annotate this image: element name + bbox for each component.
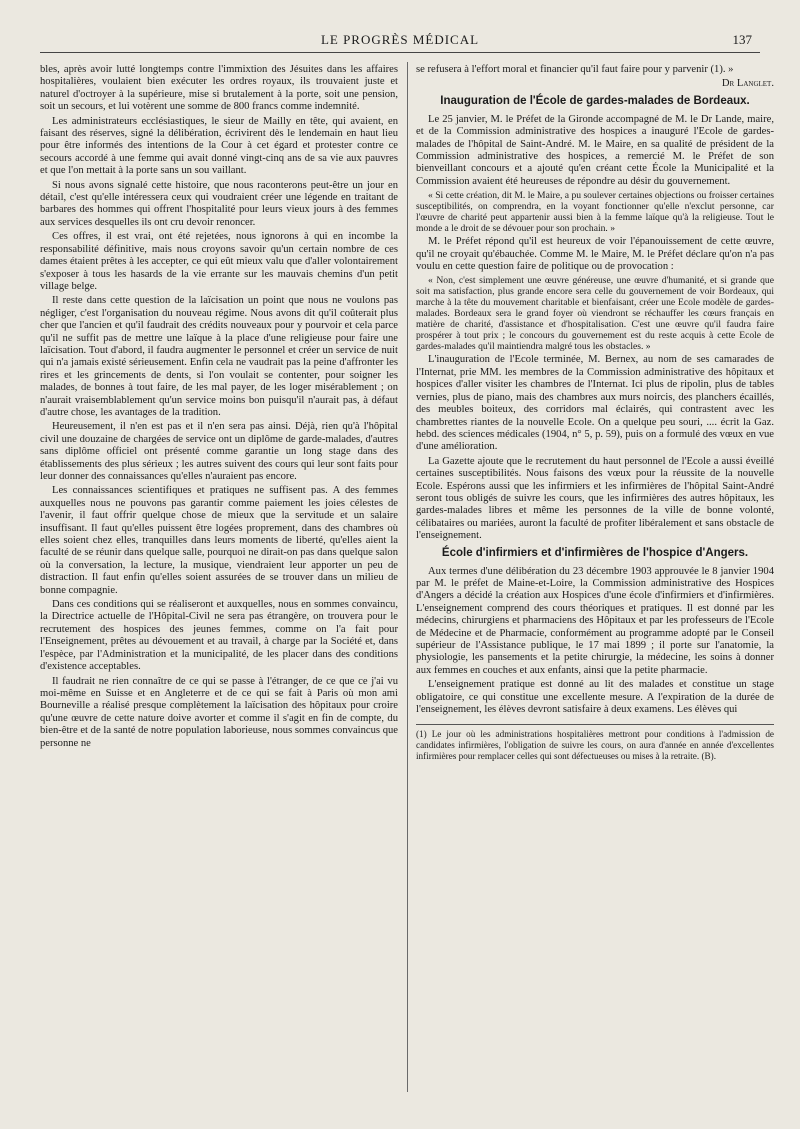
- paragraph: Ces offres, il est vrai, ont été rejetées, nous ignorons à qui en incombe la responsabilité définitive, mais nous croyons savoir qu'un certain nombre de ces dames étaient prêtes à les accepter, ce qui eût mieux valu que d'aller volontairement s'exposer à tous les hasards de la vie errante sur les mauvais chemins d'un petit village belge.: [40, 231, 398, 292]
- page-header: [40, 30, 760, 53]
- paragraph: Il faudrait ne rien connaître de ce qui se passe à l'étranger, de ce que ce j'ai vu moi-même en Suisse et en Angleterre et de ce qui se fait à Paris où mon ami Bourneville a réalisé presque complètement la laïcisation des hôpitaux pour croire qu'une œuvre de cette nature doive avorter et comme il s'agit en fin de compte, du bien-être et de la santé de notre population laborieuse, nous sommes convaincus que personne ne: [40, 675, 398, 749]
- quotation: « Si cette création, dit M. le Maire, a pu soulever certaines objections ou froisser certaines susceptibilités, on comprendra, en la voyant fonctionner qu'elle n'exclut personne, car l'œuvre de charité peut appartenir aussi bien à la femme laïque qu'à la religieuse. Tout le monde a le droit de se dévouer pour son prochain. »: [416, 190, 774, 235]
- paragraph: bles, après avoir lutté longtemps contre l'immixtion des Jésuites dans les affaires hospitalières, voulaient bien exécuter les ordres royaux, ils trouvaient juste et naturel d'octroyer à la supérieure, mise si brutalement à la porte, soit une pension, soit un secours, et lui votèrent une somme de 800 francs comme indemnité.: [40, 64, 398, 113]
- footnote: (1) Le jour où les administrations hospitalières mettront pour conditions à l'admission de candidates infirmières, l'obligation de suivre les cours, on aura d'année en année d'excellentes infirmières pour remplacer celles qui sont défectueuses ou mises à la retraite. (B).: [416, 724, 774, 761]
- paragraph: Les administrateurs ecclésiastiques, le sieur de Mailly en tête, qui avaient, en faisant des réserves, signé la délibération, écrivirent dès le lendemain en haut lieu pour être informés des intentions de la Cour à cet égard et protester contre ce secours accordé à une femme qui avait donné vingt-cinq ans de sa vie aux pauvres et que l'on mettait à la porte sans un sou vaillant.: [40, 115, 398, 177]
- paragraph: Si nous avons signalé cette histoire, que nous raconterons peut-être un jour en détail, c'est qu'elle intéressera ceux qui voudraient créer une légende en traitant de barbares des hommes qui offrent l'hospitalité pour leurs vieux jours à des femmes aux services desquelles ils ont cru devoir renoncer.: [40, 179, 398, 228]
- running-title: LE PROGRÈS MÉDICAL: [320, 32, 480, 47]
- column-divider: [407, 62, 408, 1092]
- paragraph: Dans ces conditions qui se réaliseront et auxquelles, nous en sommes convaincu, la Directrice actuelle de l'Hôpital-Civil ne sera pas étrangère, on trouvera pour le recrutement des hospices des jeunes femmes, comme on l'a fait pour l'Enseignement, prêtes au dévouement et au travail, à charge par la Société et, dans l'espèce, par l'Administration et la municipalité, de les placer dans des conditions d'existence acceptables.: [40, 599, 398, 673]
- paragraph: Heureusement, il n'en est pas et il n'en sera pas ainsi. Déjà, rien qu'à l'hôpital civil une douzaine de chargées de service ont un diplôme de garde-malades, d'autres sans diplôme officiel ont présenté comme garantie un long stage dans des établissements des plus sérieux ; les autres suivent des cours qui leur sont faits pour leur donner des connaissances qu'elles n'auraient pas encore.: [40, 421, 398, 482]
- quotation: « Non, c'est simplement une œuvre généreuse, une œuvre d'humanité, et si grande que soit ma satisfaction, plus grande encore sera celle du gouvernement de voir Bordeaux, qui marche à la tête du mouvement charitable et bienfaisant, créer une Ecole modèle de gardes-malades. Bordeaux sera le grand foyer où viendront se réchauffer les cœurs français en matière de charité, d'assistance et d'hospitalisation. C'est une œuvre qu'il faudra faire prospérer à tout prix ; le concours du gouvernement est du reste acquis à cette Ecole de gardes-malades qu'il maintiendra malgré tous les obstacles. »: [416, 275, 774, 353]
- section-title-bordeaux: Inauguration de l'École de gardes-malades de Bordeaux.: [440, 94, 750, 107]
- continuation-paragraph: se refusera à l'effort moral et financier qu'il faut faire pour y parvenir (1). »: [416, 64, 734, 75]
- author-signature: Dr Langlet.: [721, 78, 774, 90]
- paragraph: Il reste dans cette question de la laïcisation un point que nous ne voulons pas négliger, c'est l'organisation du nouveau régime. Nous avons dit qu'il coûterait plus cher que l'ancien et qu'il faudrait des crédits nouveaux pour y pourvoir et cela parce qu'il ne suffit pas de mettre une laïque à la place d'une religieuse pour faire une laïcisation. Tout d'abord, il faudra augmenter le personnel et créer un service de nuit qui n'a jamais existé sérieusement. Enfin cela ne vaudrait pas la peine d'affronter les rires et les grincements de dents, si l'on voulait se contenter, pour soigner les malades, de bonnes à tout faire, de les mal payer, de les loger misérablement ; on n'aurait vraisemblablement qu'un service moins bon puisqu'il n'aurait pas, à défaut d'autre chose, les avantages de la tradition.: [40, 295, 398, 418]
- paragraph: Aux termes d'une délibération du 23 décembre 1903 approuvée le 8 janvier 1904 par M. le préfet de Maine-et-Loire, la Commission administrative des Hospices d'Angers a décidé la création aux Hospices d'une école d'infirmiers et d'infirmières. L'enseignement comprend des cours théoriques et pratiques. Il est donné par les médecins, chirurgiens et pharmaciens des Hôpitaux et par les professeurs de l'Ecole de Médecine et de Pharmacie, conformément au programme adopté par le Conseil supérieur de l'Assistance publique, le 17 mai 1899 ; il porte sur l'anatomie, la physiologie, les pansements et la petite chirurgie, la médecine, les soins à donner aux femmes en couches et aux enfants, ainsi que la petite pharmacie.: [416, 565, 774, 676]
- paragraph: Les connaissances scientifiques et pratiques ne suffisent pas. A des femmes auxquelles nous ne pouvons pas garantir comme paiement les joies célestes de l'avenir, il faut offrir quelque chose de mieux que la servitude et un salaire insuffisant. Il faut qu'elles puissent être logées proprement, dans des chambres où elles soient chez elles, tranquilles dans leurs moments de liberté, qu'elles aient la faculté de se réunir dans quelque salle, pourquoi ne dirait-on pas dans quelque salon où la conversation, la lecture, la musique, viendraient leur apporter un peu de distraction. Il faut enfin qu'elles soient assurées de se trouver dans un milieu de bonne compagnie.: [40, 485, 398, 596]
- left-column: [40, 64, 398, 752]
- paragraph: L'inauguration de l'Ecole terminée, M. Bernex, au nom de ses camarades de l'Internat, prie MM. les membres de la Commission administrative des hôpitaux et hospices d'aller visiter les chambres de l'Internat. Ici plus de ripolin, plus de tables vernies, plus de piano, mais des chambres aux murs noircis, des planchers écaillés, des meubles boiteux, des corridors mal éclairés, qui contrastent avec les chambrettes riantes de la nouvelle Ecole. On a quelque peu souri, .... écrit la Gaz. hebd. des sciences médicales (1904, n° 5, p. 59), puis on a formulé des vœux en vue d'une amélioration.: [416, 354, 774, 453]
- paragraph: La Gazette ajoute que le recrutement du haut personnel de l'Ecole a aussi éveillé certaines susceptibilités. Nous faisons des vœux pour la réussite de la nouvelle Ecole. Espérons aussi que les infirmiers et les infirmières de l'hôpital Saint-André seront tous obligés de suivre les cours, que les infirmières des autres hôpitaux, les gardes-malades libres et même les personnes de la ville de bonne volonté, célibataires ou mariées, auront la faculté de profiter libéralement et sans obstacle de l'enseignement.: [416, 455, 774, 542]
- section-title-angers: École d'infirmiers et d'infirmières de l'hospice d'Angers.: [441, 546, 749, 559]
- paragraph: L'enseignement pratique est donné au lit des malades et constitue un stage obligatoire, ce qui constitue une excellente mesure. A l'expiration de la durée de l'enseignement, les élèves devront satisfaire à deux examens. Les élèves qui: [416, 679, 774, 716]
- paragraph: Le 25 janvier, M. le Préfet de la Gironde accompagné de M. le Dr Lande, maire, et de la Commission administrative des hospices a inauguré l'Ecole de gardes-malades de l'hôpital de Saint-André. M. le Maire, en sa qualité de président de la Commission administrative des hospices, a remercié M. le Préfet de son bienveillant concours et a ajouté qu'en créant cette École la Municipalité et la Commission avaient été heureuses de répondre au désir du gouvernement.: [416, 113, 774, 187]
- paragraph: M. le Préfet répond qu'il est heureux de voir l'épanouissement de cette œuvre, qu'il ne croyait qu'ébauchée. Comme M. le Maire, M. le Préfet déclare qu'on n'a pas voulu en cette question faire de politique ou de provocation :: [416, 236, 774, 273]
- right-column: [416, 64, 774, 761]
- page-number: 137: [732, 32, 752, 47]
